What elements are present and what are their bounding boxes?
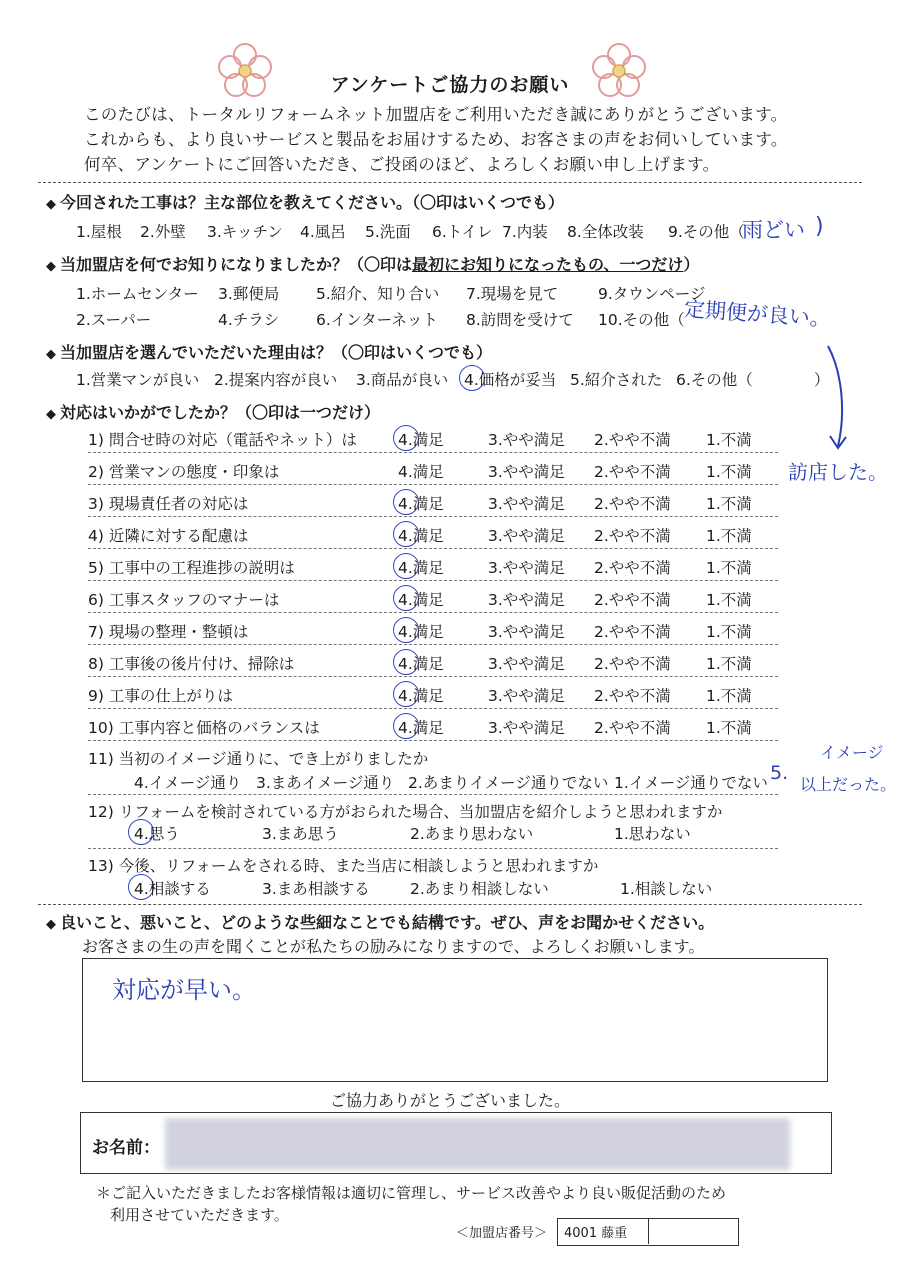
option-supermarket[interactable]: 2.スーパー	[76, 311, 152, 329]
rating-somewhat-satisfied[interactable]: 3.やや満足	[488, 559, 565, 577]
rating-somewhat-satisfied[interactable]: 3.やや満足	[488, 655, 565, 673]
store-code: 4001 藤重	[564, 1226, 628, 1241]
rating-somewhat-dissatisfied[interactable]: 2.やや不満	[594, 719, 671, 737]
rating-satisfied[interactable]: 4.満足	[398, 559, 444, 577]
rating-somewhat-satisfied[interactable]: 3.やや満足	[488, 591, 565, 609]
question-heading: ◆ 当加盟店を選んでいただいた理由は？（〇印はいくつでも）	[46, 343, 493, 362]
rating-satisfied[interactable]: 4.満足	[398, 719, 444, 737]
option-consult[interactable]: 4.相談する	[134, 880, 211, 898]
rating-dissatisfied[interactable]: 1.不満	[706, 687, 752, 705]
rating-dissatisfied[interactable]: 1.不満	[706, 527, 752, 545]
option-interior[interactable]: 7.内装	[502, 223, 548, 241]
option-home-center[interactable]: 1.ホームセンター	[76, 285, 199, 303]
rating-dissatisfied[interactable]: 1.不満	[706, 719, 752, 737]
thanks-message: ご協力ありがとうございました。	[329, 1091, 570, 1110]
rating-dissatisfied[interactable]: 1.不満	[706, 623, 752, 641]
diamond-icon: ◆	[46, 917, 56, 932]
rating-somewhat-dissatisfied[interactable]: 2.やや不満	[594, 559, 671, 577]
rating-somewhat-dissatisfied[interactable]: 2.やや不満	[594, 527, 671, 545]
option-rarely-consult[interactable]: 2.あまり相談しない	[410, 880, 549, 898]
intro-line: 何卒、アンケートにご回答いただき、ご投函のほど、よろしくお願い申し上げます。	[84, 155, 720, 174]
row-divider	[88, 612, 778, 613]
option-product[interactable]: 3.商品が良い	[356, 371, 449, 389]
option-somewhat-consult[interactable]: 3.まあ相談する	[262, 880, 370, 898]
option-other[interactable]: 10.その他（	[598, 311, 685, 329]
rating-somewhat-dissatisfied[interactable]: 2.やや不満	[594, 463, 671, 481]
diamond-icon: ◆	[46, 407, 56, 422]
option-washroom[interactable]: 5.洗面	[365, 223, 411, 241]
question-label: 12) リフォームを検討されている方がおられた場合、当加盟店を紹介しようと思われますか	[88, 803, 723, 821]
rating-dissatisfied[interactable]: 1.不満	[706, 591, 752, 609]
option-kitchen[interactable]: 3.キッチン	[207, 223, 283, 241]
rating-row-label: 10) 工事内容と価格のバランスは	[88, 719, 320, 737]
diamond-icon: ◆	[46, 347, 56, 362]
intro-line: これからも、より良いサービスと製品をお届けするため、お客さまの声をお伺いしています。	[84, 130, 788, 149]
rating-somewhat-satisfied[interactable]: 3.やや満足	[488, 687, 565, 705]
rating-dissatisfied[interactable]: 1.不満	[706, 559, 752, 577]
option-post-office[interactable]: 3.郵便局	[218, 285, 280, 303]
rating-row-label: 8) 工事後の後片付け、掃除は	[88, 655, 295, 673]
store-number-divider	[648, 1218, 649, 1244]
rating-somewhat-satisfied[interactable]: 3.やや満足	[488, 463, 565, 481]
row-divider	[88, 676, 778, 677]
rating-satisfied[interactable]: 4.満足	[398, 591, 444, 609]
comments-heading: ◆ 良いこと、悪いこと、どのような些細なことでも結構です。ぜひ、声をお聞かせください。	[46, 913, 715, 932]
row-divider	[88, 644, 778, 645]
section-divider	[38, 904, 862, 905]
rating-satisfied[interactable]: 4.満足	[398, 463, 444, 481]
rating-row-label: 7) 現場の整理・整頓は	[88, 623, 249, 641]
rating-satisfied[interactable]: 4.満足	[398, 623, 444, 641]
question-heading: ◆ 今回された工事は？主な部位を教えてください。（〇印はいくつでも）	[46, 193, 565, 212]
rating-somewhat-satisfied[interactable]: 3.やや満足	[488, 527, 565, 545]
rating-satisfied[interactable]: 4.満足	[398, 655, 444, 673]
rating-somewhat-dissatisfied[interactable]: 2.やや不満	[594, 655, 671, 673]
option-not-really[interactable]: 2.あまり思わない	[410, 825, 534, 843]
rating-satisfied[interactable]: 4.満足	[398, 527, 444, 545]
row-divider	[88, 484, 778, 485]
row-divider	[88, 452, 778, 453]
handwritten-note: 以上だった。	[800, 775, 897, 794]
handwritten-arrow-icon	[820, 342, 854, 460]
rating-somewhat-satisfied[interactable]: 3.やや満足	[488, 719, 565, 737]
name-label: お名前：	[92, 1138, 160, 1158]
rating-row-label: 1) 問合せ時の対応（電話やネット）は	[88, 431, 357, 449]
rating-dissatisfied[interactable]: 1.不満	[706, 431, 752, 449]
rating-somewhat-dissatisfied[interactable]: 2.やや不満	[594, 431, 671, 449]
handwritten-note: イメージ	[820, 743, 884, 762]
comments-subheading: お客さまの生の声を聞くことが私たちの励みになりますので、よろしくお願いします。	[82, 937, 705, 956]
rating-dissatisfied[interactable]: 1.不満	[706, 495, 752, 513]
rating-somewhat-dissatisfied[interactable]: 2.やや不満	[594, 591, 671, 609]
option-proposal[interactable]: 2.提案内容が良い	[214, 371, 338, 389]
store-number-label: ＜加盟店番号＞	[456, 1226, 548, 1241]
privacy-note: ＊ご記入いただきましたお客様情報は適切に管理し、サービス改善やより良い販促活動のため	[96, 1184, 727, 1202]
rating-row-label: 5) 工事中の工程進捗の説明は	[88, 559, 295, 577]
rating-satisfied[interactable]: 4.満足	[398, 431, 444, 449]
option-exterior[interactable]: 2.外壁	[140, 223, 186, 241]
option-saw-site[interactable]: 7.現場を見て	[466, 285, 559, 303]
section-divider	[38, 182, 862, 183]
option-think-so[interactable]: 4.思う	[134, 825, 180, 843]
option-not-quite-as-imagined[interactable]: 2.あまりイメージ通りでない	[408, 774, 609, 792]
row-divider	[88, 794, 778, 795]
row-divider	[88, 516, 778, 517]
rating-somewhat-dissatisfied[interactable]: 2.やや不満	[594, 495, 671, 513]
row-divider	[88, 708, 778, 709]
row-divider	[88, 580, 778, 581]
option-referred[interactable]: 5.紹介された	[570, 371, 663, 389]
page-title: アンケートご協力のお願い	[330, 74, 570, 96]
option-not-as-imagined[interactable]: 1.イメージ通りでない	[614, 774, 768, 792]
row-divider	[88, 548, 778, 549]
row-divider	[88, 740, 778, 741]
handwritten-number: 5.	[770, 762, 789, 784]
rating-satisfied[interactable]: 4.満足	[398, 495, 444, 513]
rating-row-label: 9) 工事の仕上がりは	[88, 687, 233, 705]
rating-dissatisfied[interactable]: 1.不満	[706, 655, 752, 673]
option-price[interactable]: 4.価格が妥当	[464, 371, 557, 389]
rating-dissatisfied[interactable]: 1.不満	[706, 463, 752, 481]
option-somewhat-think-so[interactable]: 3.まあ思う	[262, 825, 339, 843]
option-flyer[interactable]: 4.チラシ	[218, 311, 280, 329]
diamond-icon: ◆	[46, 259, 56, 274]
row-divider	[88, 848, 778, 849]
option-internet[interactable]: 6.インターネット	[316, 311, 438, 329]
rating-row-label: 2) 営業マンの態度・印象は	[88, 463, 280, 481]
handwritten-note: 訪店した。	[788, 460, 888, 484]
option-roof[interactable]: 1.屋根	[76, 223, 122, 241]
rating-row-label: 6) 工事スタッフのマナーは	[88, 591, 280, 609]
handwritten-paren: )	[815, 214, 824, 239]
option-full-renovation[interactable]: 8.全体改装	[567, 223, 644, 241]
question-heading: ◆ 当加盟店を何でお知りになりましたか？（〇印は最初にお知りになったもの、一つだけ）	[46, 255, 700, 274]
option-as-imagined[interactable]: 4.イメージ通り	[134, 774, 242, 792]
redacted-name	[165, 1118, 790, 1170]
rating-row-label: 3) 現場責任者の対応は	[88, 495, 249, 513]
close-paren: ）	[814, 371, 830, 389]
option-sales-staff[interactable]: 1.営業マンが良い	[76, 371, 200, 389]
rating-satisfied[interactable]: 4.満足	[398, 687, 444, 705]
option-bath[interactable]: 4.風呂	[300, 223, 346, 241]
rating-somewhat-dissatisfied[interactable]: 2.やや不満	[594, 687, 671, 705]
option-other[interactable]: 6.その他（	[676, 371, 753, 389]
option-visit[interactable]: 8.訪問を受けて	[466, 311, 574, 329]
handwritten-answer: 定期便が良い。	[683, 296, 832, 332]
option-toilet[interactable]: 6.トイレ	[432, 223, 493, 241]
option-not-consult[interactable]: 1.相談しない	[620, 880, 713, 898]
rating-somewhat-satisfied[interactable]: 3.やや満足	[488, 623, 565, 641]
option-other[interactable]: 9.その他（	[668, 223, 745, 241]
question-label: 11) 当初のイメージ通りに、でき上がりましたか	[88, 750, 429, 768]
intro-line: このたびは、トータルリフォームネット加盟店をご利用いただき誠にありがとうございます。	[84, 105, 788, 124]
question-heading: ◆ 対応はいかがでしたか？（〇印は一つだけ）	[46, 403, 381, 422]
rating-row-label: 4) 近隣に対する配慮は	[88, 527, 249, 545]
privacy-note: 利用させていただきます。	[110, 1206, 289, 1224]
question-label: 13) 今後、リフォームをされる時、また当店に相談しようと思われますか	[88, 857, 599, 875]
diamond-icon: ◆	[46, 197, 56, 212]
handwritten-answer: 雨どい	[742, 218, 805, 242]
rating-somewhat-satisfied[interactable]: 3.やや満足	[488, 495, 565, 513]
option-town-page[interactable]: 9.タウンページ	[598, 285, 706, 303]
option-referral[interactable]: 5.紹介、知り合い	[316, 285, 440, 303]
rating-somewhat-dissatisfied[interactable]: 2.やや不満	[594, 623, 671, 641]
rating-somewhat-satisfied[interactable]: 3.やや満足	[488, 431, 565, 449]
option-mostly-as-imagined[interactable]: 3.まあイメージ通り	[256, 774, 395, 792]
handwritten-comment: 対応が早い。	[112, 976, 256, 1004]
option-do-not-think-so[interactable]: 1.思わない	[614, 825, 691, 843]
